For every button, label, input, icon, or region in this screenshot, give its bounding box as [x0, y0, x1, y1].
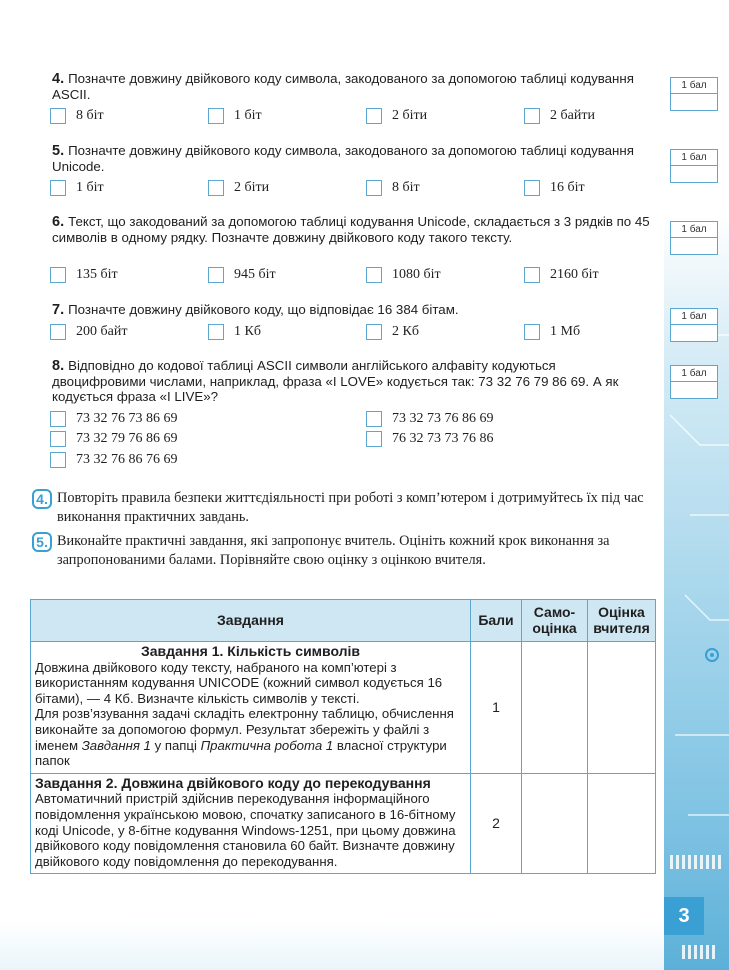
option-label: 73 32 76 73 86 69 — [76, 411, 178, 426]
task-body: Довжина двійкового коду тексту, набраного на комп’ютері з використанням кодування UNICODE (кожний символ кодується 16 бітами), — 4 Кб. Визначте кількість символів у тексті. — [35, 659, 443, 706]
table-row — [31, 773, 656, 874]
folder-name: Практична робота 1 — [200, 737, 334, 753]
option-label: 16 біт — [550, 180, 585, 195]
answer-checkbox[interactable] — [208, 180, 224, 196]
answer-checkbox[interactable] — [50, 431, 66, 447]
answer-option[interactable] — [366, 411, 494, 427]
option-label: 1 Кб — [234, 324, 261, 339]
question-number: 8. — [52, 358, 65, 374]
option-label: 76 32 73 73 76 86 — [392, 431, 494, 446]
question-8-options — [50, 431, 660, 449]
answer-checkbox[interactable] — [366, 324, 382, 340]
option-label: 2160 біт — [550, 267, 599, 282]
question-number: 7. — [52, 302, 65, 318]
question-8-options — [50, 411, 660, 429]
task-instructions-text: Для розв’язування задачі складіть електронну таблицю, обчислення виконайте за допомогою формул. Результат збережіть у файлі з іменем — [35, 706, 454, 753]
table-row — [31, 642, 656, 774]
answer-checkbox[interactable] — [366, 411, 382, 427]
step-text: Повторіть правила безпеки життєдіяльності при роботі з комп’ютером і дотримуйтесь їх під час виконання практичних завдань. — [57, 490, 644, 525]
teacher-grade-cell[interactable] — [588, 773, 656, 874]
answer-checkbox[interactable] — [50, 180, 66, 196]
answer-checkbox[interactable] — [50, 267, 66, 283]
answer-option[interactable] — [208, 108, 262, 124]
answer-option[interactable] — [50, 267, 118, 283]
option-label: 2 біти — [392, 108, 428, 123]
answer-checkbox[interactable] — [524, 324, 540, 340]
answer-checkbox[interactable] — [208, 324, 224, 340]
page-number: 3 — [664, 897, 704, 935]
step-number-badge: 5. — [32, 532, 52, 552]
points-cell: 2 — [471, 773, 522, 874]
answer-option[interactable] — [50, 180, 104, 196]
score-box — [670, 77, 718, 111]
score-box — [670, 149, 718, 183]
answer-checkbox[interactable] — [524, 108, 540, 124]
option-label: 945 біт — [234, 267, 276, 282]
option-label: 73 32 79 76 86 69 — [76, 431, 178, 446]
question-text: Позначте довжину двійкового коду символа, закодованого за допомогою таблиці кодування ASCII. — [52, 71, 634, 102]
header-teacher-grade: Оцінка вчителя — [588, 600, 656, 642]
score-box — [670, 221, 718, 255]
option-label: 73 32 76 86 76 69 — [76, 452, 178, 467]
answer-option[interactable] — [366, 324, 419, 340]
question-6-options — [50, 267, 660, 285]
answer-option[interactable] — [366, 108, 427, 124]
question-5-options — [50, 180, 660, 198]
question-8 — [52, 358, 652, 404]
answer-checkbox[interactable] — [366, 180, 382, 196]
task-instructions — [35, 706, 466, 768]
answer-option[interactable] — [50, 452, 178, 468]
answer-option[interactable] — [50, 324, 127, 340]
question-7-options — [50, 324, 660, 342]
question-number: 5. — [52, 143, 65, 159]
option-label: 2 біти — [234, 180, 270, 195]
task-instructions-end: власної структури папок — [35, 737, 447, 769]
question-text: Позначте довжину двійкового коду, що відповідає 16 384 бітам. — [68, 302, 459, 317]
question-number: 6. — [52, 214, 65, 230]
answer-option[interactable] — [50, 431, 178, 447]
score-label: 1 бал — [671, 309, 717, 325]
question-4-options — [50, 108, 660, 126]
question-7 — [52, 302, 652, 318]
step-5 — [32, 532, 664, 570]
option-label: 200 байт — [76, 324, 128, 339]
self-assessment-cell[interactable] — [522, 773, 588, 874]
option-label: 1 біт — [76, 180, 104, 195]
teacher-grade-cell[interactable] — [588, 642, 656, 774]
answer-checkbox[interactable] — [208, 267, 224, 283]
task-instructions-mid: у папці — [154, 737, 197, 753]
score-label: 1 бал — [671, 150, 717, 166]
option-label: 135 біт — [76, 267, 118, 282]
task-cell — [31, 773, 471, 874]
score-label: 1 бал — [671, 366, 717, 382]
answer-option[interactable] — [208, 267, 276, 283]
task-body: Автоматичний пристрій здійснив перекодування інформаційного повідомлення українською мовою, спочатку записаного в 16-бітному коді Unicode, у 8-бітне кодування Windows-1251, при цьому довжина двійкового коду повідомлення становила 60 байт. Визначте довжину двійкового коду повідомлення до перекодування. — [35, 791, 456, 869]
answer-checkbox[interactable] — [50, 108, 66, 124]
step-number-badge: 4. — [32, 489, 52, 509]
answer-option[interactable] — [524, 324, 580, 340]
bottom-decoration — [0, 900, 664, 970]
task-title: Завдання 2. Довжина двійкового коду до перекодування — [35, 774, 431, 791]
answer-option[interactable] — [524, 267, 599, 283]
answer-option[interactable] — [366, 431, 494, 447]
option-label: 1080 біт — [392, 267, 441, 282]
step-4 — [32, 489, 664, 527]
question-text: Відповідно до кодової таблиці ASCII символи англійського алфавіту кодуються двоцифровими числами, наприклад, фраза «I LOVE» кодується так: 73 32 76 79 86 69. А як кодується фраза «I LIVE»? — [52, 358, 619, 404]
answer-checkbox[interactable] — [524, 180, 540, 196]
option-label: 73 32 73 76 86 69 — [392, 411, 494, 426]
question-text: Текст, що закодований за допомогою таблиці кодування Unicode, складається з 3 рядків по 45 символів в одному рядку. Позначте довжину двійкового коду такого тексту. — [52, 214, 650, 245]
answer-checkbox[interactable] — [524, 267, 540, 283]
score-box — [670, 308, 718, 342]
score-box — [670, 365, 718, 399]
header-self-assessment: Само-оцінка — [522, 600, 588, 642]
question-text: Позначте довжину двійкового коду символа, закодованого за допомогою таблиці кодування Unicode. — [52, 143, 634, 174]
answer-option[interactable] — [366, 267, 441, 283]
answer-checkbox[interactable] — [366, 267, 382, 283]
header-task: Завдання — [31, 600, 471, 642]
score-label: 1 бал — [671, 78, 717, 94]
option-label: 2 байти — [550, 108, 595, 123]
tasks-table — [30, 599, 656, 874]
answer-checkbox[interactable] — [366, 108, 382, 124]
task-cell — [31, 642, 471, 774]
answer-option[interactable] — [50, 411, 178, 427]
question-5 — [52, 143, 652, 174]
answer-checkbox[interactable] — [50, 452, 66, 468]
file-name: Завдання 1 — [81, 737, 151, 753]
answer-option[interactable] — [366, 180, 420, 196]
question-4 — [52, 71, 652, 102]
option-label: 8 біт — [392, 180, 420, 195]
option-label: 1 Мб — [550, 324, 581, 339]
answer-option[interactable] — [50, 108, 104, 124]
question-6 — [52, 214, 652, 245]
answer-checkbox[interactable] — [208, 108, 224, 124]
question-8-options — [50, 452, 660, 470]
answer-option[interactable] — [208, 180, 269, 196]
score-label: 1 бал — [671, 222, 717, 238]
answer-checkbox[interactable] — [50, 411, 66, 427]
points-cell: 1 — [471, 642, 522, 774]
answer-option[interactable] — [524, 180, 585, 196]
question-number: 4. — [52, 71, 65, 87]
table-header-row — [31, 600, 656, 642]
answer-checkbox[interactable] — [366, 431, 382, 447]
self-assessment-cell[interactable] — [522, 642, 588, 774]
task-title: Завдання 1. Кількість символів — [140, 643, 361, 659]
answer-checkbox[interactable] — [50, 324, 66, 340]
option-label: 2 Кб — [392, 324, 419, 339]
option-label: 1 біт — [234, 108, 262, 123]
option-label: 8 біт — [76, 108, 104, 123]
answer-option[interactable] — [208, 324, 261, 340]
header-points: Бали — [471, 600, 522, 642]
answer-option[interactable] — [524, 108, 595, 124]
step-text: Виконайте практичні завдання, які запропонує вчитель. Оцініть кожний крок виконання за запропонованими балами. Порівняйте свою оцінку з оцінкою вчителя. — [57, 533, 610, 568]
